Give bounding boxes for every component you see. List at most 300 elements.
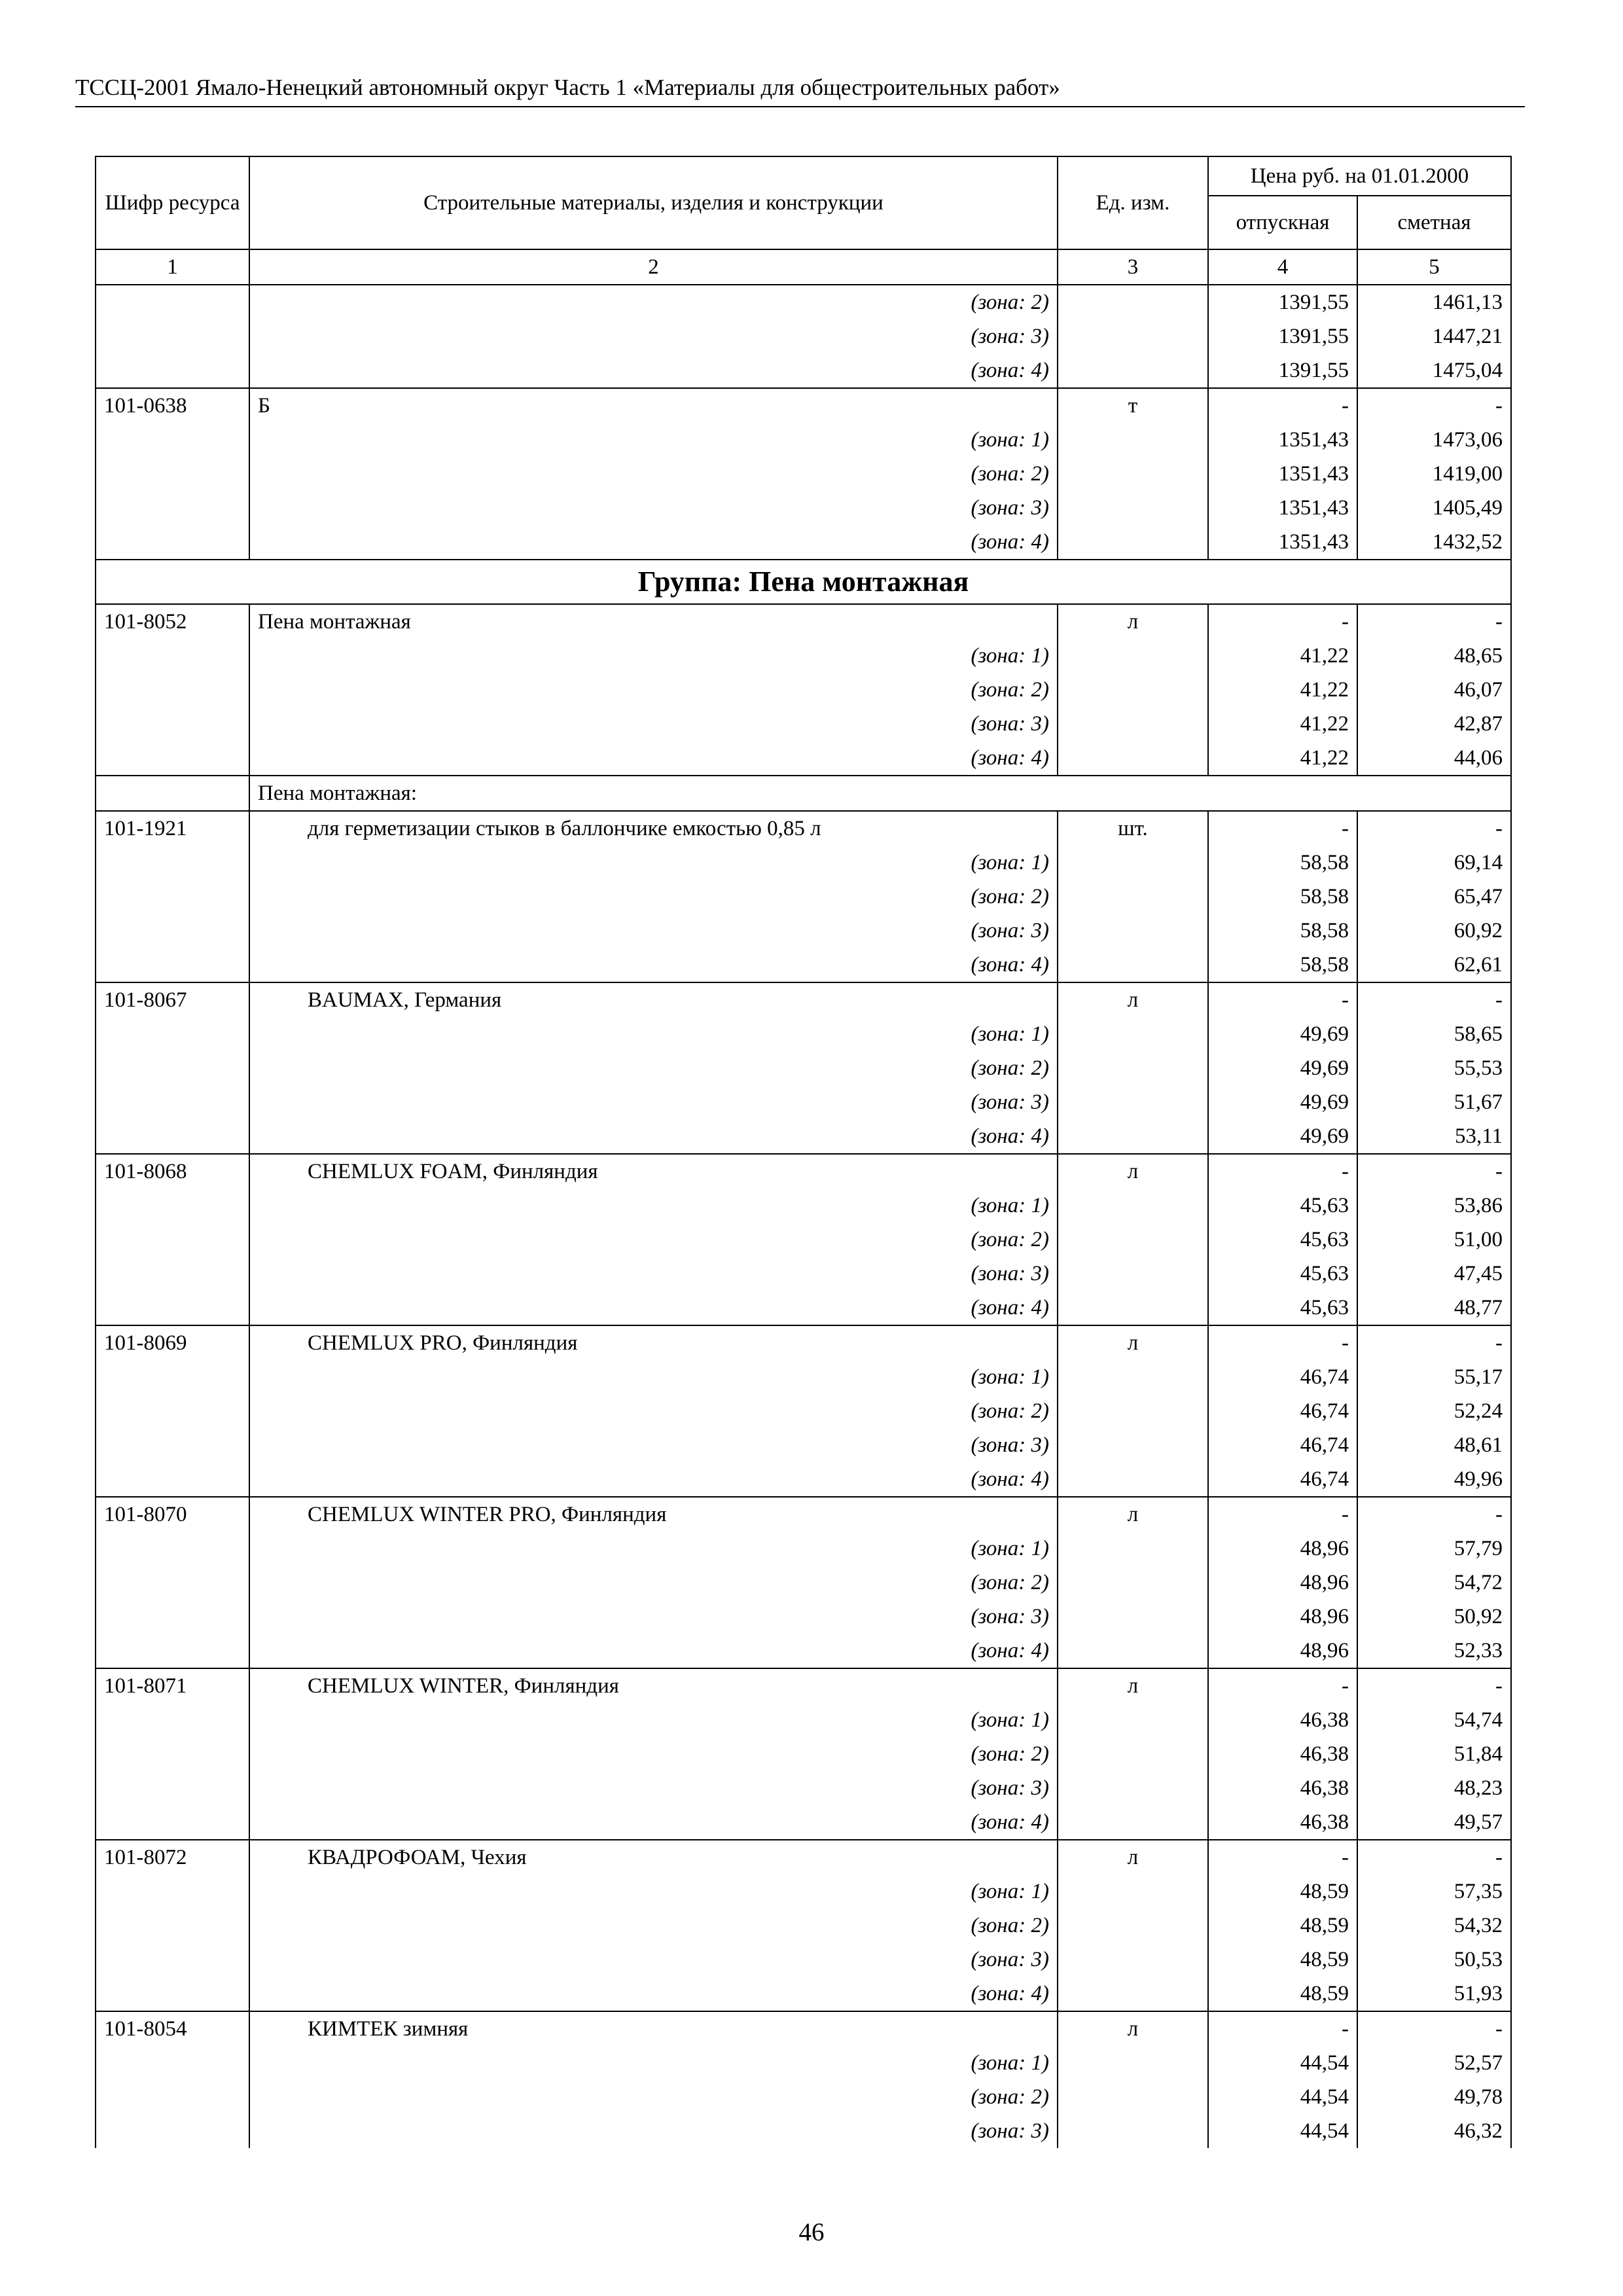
- estimate-price: -: [1357, 1325, 1511, 1360]
- unit-cell: [1058, 639, 1208, 673]
- table-row: [96, 423, 1511, 457]
- estimate-price: 49,78: [1357, 2080, 1511, 2114]
- zone-label: (зона: 1): [249, 423, 1058, 457]
- table-row: [96, 560, 1511, 604]
- unit-cell: [1058, 707, 1208, 741]
- zone-label: (зона: 2): [249, 285, 1058, 319]
- release-price: -: [1208, 1668, 1357, 1703]
- zone-label: (зона: 1): [249, 1189, 1058, 1223]
- table-row: [96, 1051, 1511, 1085]
- estimate-price: 52,24: [1357, 1394, 1511, 1428]
- code-cell: [96, 285, 249, 319]
- unit-cell: [1058, 1532, 1208, 1566]
- col-header-name: Строительные материалы, изделия и конструкции: [249, 156, 1058, 249]
- release-price: -: [1208, 982, 1357, 1017]
- table-row: [96, 1394, 1511, 1428]
- release-price: 49,69: [1208, 1051, 1357, 1085]
- release-price: 46,74: [1208, 1394, 1357, 1428]
- release-price: 49,69: [1208, 1017, 1357, 1051]
- estimate-price: 51,84: [1357, 1737, 1511, 1771]
- code-cell: [96, 1394, 249, 1428]
- release-price: 48,96: [1208, 1532, 1357, 1566]
- release-price: 46,74: [1208, 1462, 1357, 1497]
- table-row: [96, 1257, 1511, 1291]
- unit-cell: т: [1058, 388, 1208, 423]
- release-price: 48,59: [1208, 1909, 1357, 1943]
- col-number: 4: [1208, 249, 1357, 285]
- release-price: 1351,43: [1208, 457, 1357, 491]
- code-cell: [96, 1428, 249, 1462]
- unit-cell: [1058, 525, 1208, 560]
- unit-cell: [1058, 2114, 1208, 2148]
- col-header-unit: Ед. изм.: [1058, 156, 1208, 249]
- release-price: -: [1208, 1154, 1357, 1189]
- zone-label: (зона: 2): [249, 1394, 1058, 1428]
- estimate-price: 54,72: [1357, 1566, 1511, 1600]
- estimate-price: -: [1357, 811, 1511, 846]
- unit-cell: [1058, 1257, 1208, 1291]
- code-cell: [96, 880, 249, 914]
- estimate-price: 54,32: [1357, 1909, 1511, 1943]
- release-price: 58,58: [1208, 948, 1357, 982]
- code-cell: [96, 1771, 249, 1805]
- estimate-price: 53,86: [1357, 1189, 1511, 1223]
- unit-cell: [1058, 1874, 1208, 1909]
- release-price: 58,58: [1208, 880, 1357, 914]
- release-price: -: [1208, 811, 1357, 846]
- resource-code: 101-8052: [96, 604, 249, 639]
- zone-label: (зона: 1): [249, 1703, 1058, 1737]
- unit-cell: [1058, 1051, 1208, 1085]
- release-price: 1391,55: [1208, 319, 1357, 353]
- subgroup-heading: Пена монтажная:: [249, 776, 1511, 811]
- code-cell: [96, 1737, 249, 1771]
- code-cell: [96, 1360, 249, 1394]
- zone-label: (зона: 3): [249, 1600, 1058, 1634]
- estimate-price: 48,65: [1357, 639, 1511, 673]
- unit-cell: [1058, 319, 1208, 353]
- estimate-price: 44,06: [1357, 741, 1511, 776]
- zone-label: (зона: 4): [249, 1977, 1058, 2011]
- table-body: [96, 285, 1511, 2148]
- zone-label: (зона: 2): [249, 1566, 1058, 1600]
- release-price: 1351,43: [1208, 423, 1357, 457]
- zone-label: (зона: 4): [249, 1634, 1058, 1668]
- code-cell: [96, 525, 249, 560]
- unit-cell: л: [1058, 1325, 1208, 1360]
- code-cell: [96, 457, 249, 491]
- code-cell: [96, 1051, 249, 1085]
- zone-label: (зона: 2): [249, 1223, 1058, 1257]
- material-name: CHEMLUX FOAM, Финляндия: [249, 1154, 1058, 1189]
- table-row: [96, 846, 1511, 880]
- page-number: 46: [798, 2218, 825, 2246]
- estimate-price: 48,61: [1357, 1428, 1511, 1462]
- code-cell: [96, 2046, 249, 2080]
- release-price: 48,96: [1208, 1634, 1357, 1668]
- estimate-price: 47,45: [1357, 1257, 1511, 1291]
- release-price: 46,38: [1208, 1703, 1357, 1737]
- zone-label: (зона: 4): [249, 1291, 1058, 1325]
- code-cell: [96, 353, 249, 388]
- estimate-price: 49,96: [1357, 1462, 1511, 1497]
- table-row: [96, 948, 1511, 982]
- zone-label: (зона: 3): [249, 1428, 1058, 1462]
- unit-cell: [1058, 491, 1208, 525]
- code-cell: [96, 707, 249, 741]
- unit-cell: [1058, 1462, 1208, 1497]
- estimate-price: 1473,06: [1357, 423, 1511, 457]
- unit-cell: [1058, 285, 1208, 319]
- table-row: [96, 1840, 1511, 1874]
- estimate-price: 52,57: [1357, 2046, 1511, 2080]
- zone-label: (зона: 3): [249, 1771, 1058, 1805]
- table-row: [96, 1119, 1511, 1154]
- col-number: 3: [1058, 249, 1208, 285]
- table-row: [96, 1154, 1511, 1189]
- col-number: 1: [96, 249, 249, 285]
- zone-label: (зона: 1): [249, 1360, 1058, 1394]
- table-row: [96, 1325, 1511, 1360]
- zone-label: (зона: 1): [249, 2046, 1058, 2080]
- zone-label: (зона: 2): [249, 880, 1058, 914]
- zone-label: (зона: 4): [249, 353, 1058, 388]
- code-cell: [96, 1462, 249, 1497]
- zone-label: (зона: 3): [249, 1943, 1058, 1977]
- release-price: 41,22: [1208, 673, 1357, 707]
- table-row: [96, 388, 1511, 423]
- table-row: [96, 741, 1511, 776]
- code-cell: [96, 1189, 249, 1223]
- release-price: 49,69: [1208, 1085, 1357, 1119]
- zone-label: (зона: 3): [249, 491, 1058, 525]
- resource-code: 101-8070: [96, 1497, 249, 1532]
- unit-cell: шт.: [1058, 811, 1208, 846]
- table-row: [96, 525, 1511, 560]
- table-row: [96, 1805, 1511, 1840]
- estimate-price: 55,53: [1357, 1051, 1511, 1085]
- estimate-price: -: [1357, 1497, 1511, 1532]
- estimate-price: 1461,13: [1357, 285, 1511, 319]
- table-row: [96, 2046, 1511, 2080]
- release-price: 44,54: [1208, 2114, 1357, 2148]
- material-name: для герметизации стыков в баллончике емкостью 0,85 л: [249, 811, 1058, 846]
- estimate-price: 48,77: [1357, 1291, 1511, 1325]
- release-price: 44,54: [1208, 2080, 1357, 2114]
- estimate-price: 58,65: [1357, 1017, 1511, 1051]
- code-cell: [96, 1703, 249, 1737]
- unit-cell: [1058, 1085, 1208, 1119]
- material-name: КВАДРОФОАМ, Чехия: [249, 1840, 1058, 1874]
- code-cell: [96, 639, 249, 673]
- release-price: 46,74: [1208, 1428, 1357, 1462]
- resource-code: 101-8072: [96, 1840, 249, 1874]
- table-row: [96, 2080, 1511, 2114]
- estimate-price: 57,79: [1357, 1532, 1511, 1566]
- estimate-price: 50,53: [1357, 1943, 1511, 1977]
- unit-cell: л: [1058, 1840, 1208, 1874]
- unit-cell: [1058, 1805, 1208, 1840]
- release-price: -: [1208, 1325, 1357, 1360]
- unit-cell: [1058, 1360, 1208, 1394]
- code-cell: [96, 1909, 249, 1943]
- estimate-price: -: [1357, 1154, 1511, 1189]
- table-row: [96, 1017, 1511, 1051]
- unit-cell: [1058, 2046, 1208, 2080]
- table-row: [96, 1668, 1511, 1703]
- material-name: Б: [249, 388, 1058, 423]
- unit-cell: [1058, 1634, 1208, 1668]
- estimate-price: -: [1357, 604, 1511, 639]
- unit-cell: [1058, 1943, 1208, 1977]
- estimate-price: 1432,52: [1357, 525, 1511, 560]
- estimate-price: -: [1357, 982, 1511, 1017]
- material-name: BAUMAX, Германия: [249, 982, 1058, 1017]
- col-header-estimate: сметная: [1357, 196, 1511, 249]
- group-heading: Группа: Пена монтажная: [96, 560, 1511, 604]
- unit-cell: л: [1058, 1497, 1208, 1532]
- estimate-price: 1419,00: [1357, 457, 1511, 491]
- zone-label: (зона: 1): [249, 846, 1058, 880]
- release-price: 1391,55: [1208, 353, 1357, 388]
- price-table: [95, 156, 1512, 2148]
- release-price: 45,63: [1208, 1189, 1357, 1223]
- release-price: 46,38: [1208, 1737, 1357, 1771]
- table-row: [96, 1943, 1511, 1977]
- header-rule: [75, 106, 1525, 107]
- zone-label: (зона: 4): [249, 1805, 1058, 1840]
- estimate-price: 46,07: [1357, 673, 1511, 707]
- col-header-price: Цена руб. на 01.01.2000: [1208, 156, 1511, 196]
- unit-cell: л: [1058, 1154, 1208, 1189]
- code-cell: [96, 491, 249, 525]
- table-row: [96, 1600, 1511, 1634]
- resource-code: 101-8068: [96, 1154, 249, 1189]
- table-row: [96, 353, 1511, 388]
- release-price: 48,59: [1208, 1874, 1357, 1909]
- zone-label: (зона: 1): [249, 639, 1058, 673]
- code-cell: [96, 1532, 249, 1566]
- table-row: [96, 982, 1511, 1017]
- zone-label: (зона: 1): [249, 1874, 1058, 1909]
- table-row: [96, 1703, 1511, 1737]
- unit-cell: [1058, 1737, 1208, 1771]
- table-row: [96, 604, 1511, 639]
- zone-label: (зона: 2): [249, 2080, 1058, 2114]
- estimate-price: 51,00: [1357, 1223, 1511, 1257]
- table-row: [96, 491, 1511, 525]
- zone-label: (зона: 4): [249, 525, 1058, 560]
- estimate-price: -: [1357, 1840, 1511, 1874]
- unit-cell: л: [1058, 604, 1208, 639]
- unit-cell: [1058, 1291, 1208, 1325]
- table-row: [96, 1085, 1511, 1119]
- zone-label: (зона: 4): [249, 1462, 1058, 1497]
- col-number: 5: [1357, 249, 1511, 285]
- unit-cell: [1058, 2080, 1208, 2114]
- table-row: [96, 1532, 1511, 1566]
- estimate-price: 62,61: [1357, 948, 1511, 982]
- estimate-price: 49,57: [1357, 1805, 1511, 1840]
- zone-label: (зона: 3): [249, 319, 1058, 353]
- code-cell: [96, 673, 249, 707]
- resource-code: 101-8071: [96, 1668, 249, 1703]
- table-row: [96, 880, 1511, 914]
- zone-label: (зона: 3): [249, 1085, 1058, 1119]
- release-price: 48,59: [1208, 1977, 1357, 2011]
- code-cell: [96, 1943, 249, 1977]
- table-row: [96, 1360, 1511, 1394]
- code-cell: [96, 741, 249, 776]
- release-price: 41,22: [1208, 639, 1357, 673]
- table-row: [96, 1462, 1511, 1497]
- table-row: [96, 1909, 1511, 1943]
- code-cell: [96, 2080, 249, 2114]
- unit-cell: [1058, 1119, 1208, 1154]
- zone-label: (зона: 4): [249, 948, 1058, 982]
- unit-cell: [1058, 1909, 1208, 1943]
- table-row: [96, 285, 1511, 319]
- code-cell: [96, 1291, 249, 1325]
- table-row: [96, 776, 1511, 811]
- release-price: 58,58: [1208, 846, 1357, 880]
- table-row: [96, 811, 1511, 846]
- code-cell: [96, 1223, 249, 1257]
- estimate-price: 1405,49: [1357, 491, 1511, 525]
- code-cell: [96, 846, 249, 880]
- unit-cell: [1058, 880, 1208, 914]
- estimate-price: 60,92: [1357, 914, 1511, 948]
- table-row: [96, 1874, 1511, 1909]
- table-row: [96, 1223, 1511, 1257]
- release-price: -: [1208, 1497, 1357, 1532]
- code-cell: [96, 1119, 249, 1154]
- estimate-price: 55,17: [1357, 1360, 1511, 1394]
- unit-cell: [1058, 1394, 1208, 1428]
- estimate-price: -: [1357, 1668, 1511, 1703]
- code-cell: [96, 1977, 249, 2011]
- unit-cell: л: [1058, 982, 1208, 1017]
- release-price: 45,63: [1208, 1223, 1357, 1257]
- release-price: 45,63: [1208, 1257, 1357, 1291]
- code-cell: [96, 1634, 249, 1668]
- release-price: -: [1208, 604, 1357, 639]
- unit-cell: [1058, 353, 1208, 388]
- unit-cell: [1058, 914, 1208, 948]
- code-cell: [96, 1600, 249, 1634]
- code-cell: [96, 1017, 249, 1051]
- zone-label: (зона: 1): [249, 1017, 1058, 1051]
- release-price: 49,69: [1208, 1119, 1357, 1154]
- code-cell: [96, 423, 249, 457]
- release-price: 46,74: [1208, 1360, 1357, 1394]
- estimate-price: 51,93: [1357, 1977, 1511, 2011]
- unit-cell: [1058, 846, 1208, 880]
- unit-cell: [1058, 423, 1208, 457]
- estimate-price: 42,87: [1357, 707, 1511, 741]
- table-row: [96, 707, 1511, 741]
- col-header-code: Шифр ресурса: [96, 156, 249, 249]
- code-cell: [96, 776, 249, 811]
- estimate-price: 57,35: [1357, 1874, 1511, 1909]
- estimate-price: -: [1357, 2011, 1511, 2046]
- estimate-price: 1475,04: [1357, 353, 1511, 388]
- table-row: [96, 673, 1511, 707]
- table-row: [96, 1634, 1511, 1668]
- estimate-price: 52,33: [1357, 1634, 1511, 1668]
- table-row: [96, 319, 1511, 353]
- release-price: -: [1208, 1840, 1357, 1874]
- release-price: 48,96: [1208, 1600, 1357, 1634]
- zone-label: (зона: 2): [249, 673, 1058, 707]
- table-row: [96, 1771, 1511, 1805]
- release-price: -: [1208, 2011, 1357, 2046]
- resource-code: 101-1921: [96, 811, 249, 846]
- release-price: 46,38: [1208, 1771, 1357, 1805]
- table-row: [96, 1977, 1511, 2011]
- code-cell: [96, 948, 249, 982]
- estimate-price: 69,14: [1357, 846, 1511, 880]
- release-price: 48,59: [1208, 1943, 1357, 1977]
- material-name: КИМТЕК зимняя: [249, 2011, 1058, 2046]
- unit-cell: [1058, 1428, 1208, 1462]
- code-cell: [96, 1566, 249, 1600]
- code-cell: [96, 1257, 249, 1291]
- code-cell: [96, 1805, 249, 1840]
- estimate-price: 48,23: [1357, 1771, 1511, 1805]
- unit-cell: [1058, 1189, 1208, 1223]
- unit-cell: [1058, 741, 1208, 776]
- unit-cell: [1058, 1703, 1208, 1737]
- release-price: 1351,43: [1208, 525, 1357, 560]
- table-row: [96, 457, 1511, 491]
- zone-label: (зона: 3): [249, 2114, 1058, 2148]
- code-cell: [96, 1085, 249, 1119]
- table-row: [96, 2114, 1511, 2148]
- zone-label: (зона: 2): [249, 457, 1058, 491]
- unit-cell: л: [1058, 1668, 1208, 1703]
- release-price: 58,58: [1208, 914, 1357, 948]
- release-price: 1351,43: [1208, 491, 1357, 525]
- unit-cell: [1058, 948, 1208, 982]
- col-number: 2: [249, 249, 1058, 285]
- zone-label: (зона: 3): [249, 914, 1058, 948]
- estimate-price: 54,74: [1357, 1703, 1511, 1737]
- zone-label: (зона: 3): [249, 1257, 1058, 1291]
- estimate-price: 1447,21: [1357, 319, 1511, 353]
- release-price: -: [1208, 388, 1357, 423]
- table-row: [96, 1566, 1511, 1600]
- release-price: 1391,55: [1208, 285, 1357, 319]
- code-cell: [96, 2114, 249, 2148]
- unit-cell: [1058, 673, 1208, 707]
- unit-cell: [1058, 1771, 1208, 1805]
- zone-label: (зона: 2): [249, 1737, 1058, 1771]
- unit-cell: [1058, 1977, 1208, 2011]
- unit-cell: [1058, 1223, 1208, 1257]
- estimate-price: 50,92: [1357, 1600, 1511, 1634]
- zone-label: (зона: 3): [249, 707, 1058, 741]
- code-cell: [96, 319, 249, 353]
- release-price: 45,63: [1208, 1291, 1357, 1325]
- unit-cell: [1058, 1017, 1208, 1051]
- material-name: CHEMLUX WINTER, Финляндия: [249, 1668, 1058, 1703]
- code-cell: [96, 1874, 249, 1909]
- table-row: [96, 1428, 1511, 1462]
- resource-code: 101-8069: [96, 1325, 249, 1360]
- table-row: [96, 914, 1511, 948]
- zone-label: (зона: 4): [249, 1119, 1058, 1154]
